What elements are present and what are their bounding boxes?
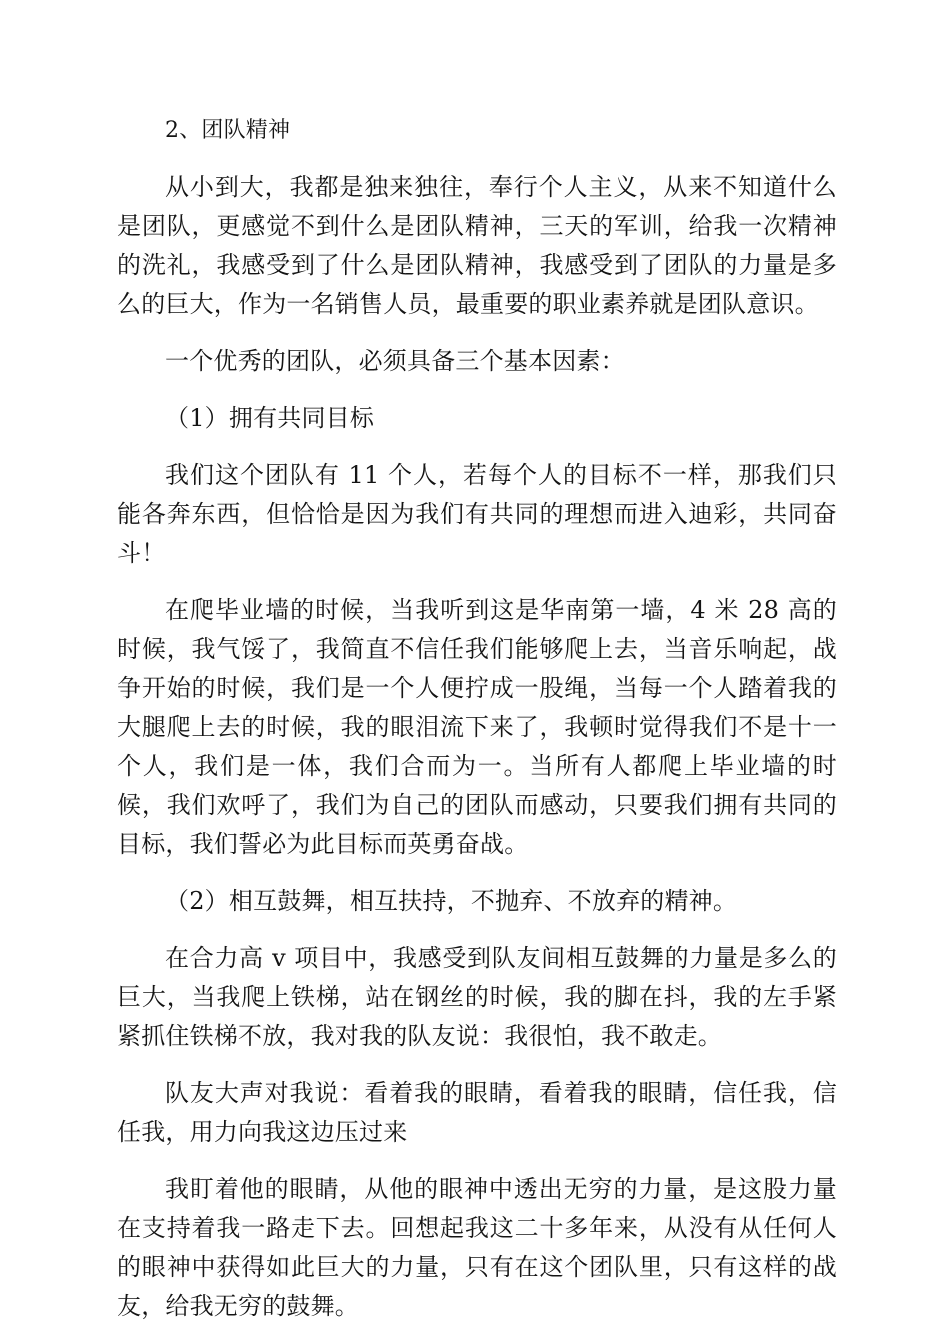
paragraph: 我们这个团队有 11 个人，若每个人的目标不一样，那我们只能各奔东西，但恰恰是因为我们有共同的理想而进入迪彩，共同奋斗！ — [117, 461, 837, 567]
paragraph: 我盯着他的眼睛，从他的眼神中透出无穷的力量，是这股力量在支持着我一路走下去。回想起我这二十多年来，从没有从任何人的眼神中获得如此巨大的力量，只有在这个团队里，只有这样的战友，给我无穷的鼓舞。 — [117, 1175, 837, 1320]
paragraph: 一个优秀的团队，必须具备三个基本因素： — [165, 347, 625, 375]
paragraph: 队友大声对我说：看着我的眼睛，看着我的眼睛，信任我，信任我，用力向我这边压过来 — [117, 1079, 837, 1146]
paragraph: 从小到大，我都是独来独往，奉行个人主义，从来不知道什么是团队，更感觉不到什么是团队精神，三天的军训，给我一次精神的洗礼，我感受到了什么是团队精神，我感受到了团队的力量是多么的巨大，作为一名销售人员，最重要的职业素养就是团队意识。 — [117, 173, 837, 318]
section-heading: 2、团队精神 — [165, 118, 291, 143]
paragraph: 在合力高 v 项目中，我感受到队友间相互鼓舞的力量是多么的巨大，当我爬上铁梯，站在钢丝的时候，我的脚在抖，我的左手紧紧抓住铁梯不放，我对我的队友说：我很怕，我不敢走。 — [117, 944, 837, 1050]
sub-heading: （2）相互鼓舞，相互扶持，不抛弃、不放弃的精神。 — [165, 887, 738, 915]
document-body — [117, 111, 837, 1344]
paragraph: 在爬毕业墙的时候，当我听到这是华南第一墙，4 米 28 高的时候，我气馁了，我简直不信任我们能够爬上去，当音乐响起，战争开始的时候，我们是一个人便拧成一股绳，当每一个人踏着我的大腿爬上去的时候，我的眼泪流下来了，我顿时觉得我们不是十一个人，我们是一体，我们合而为一。当所有人都爬上毕业墙的时候，我们欢呼了，我们为自己的团队而感动，只要我们拥有共同的目标，我们誓必为此目标而英勇奋战。 — [117, 596, 837, 858]
sub-heading: （1）拥有共同目标 — [165, 404, 375, 432]
